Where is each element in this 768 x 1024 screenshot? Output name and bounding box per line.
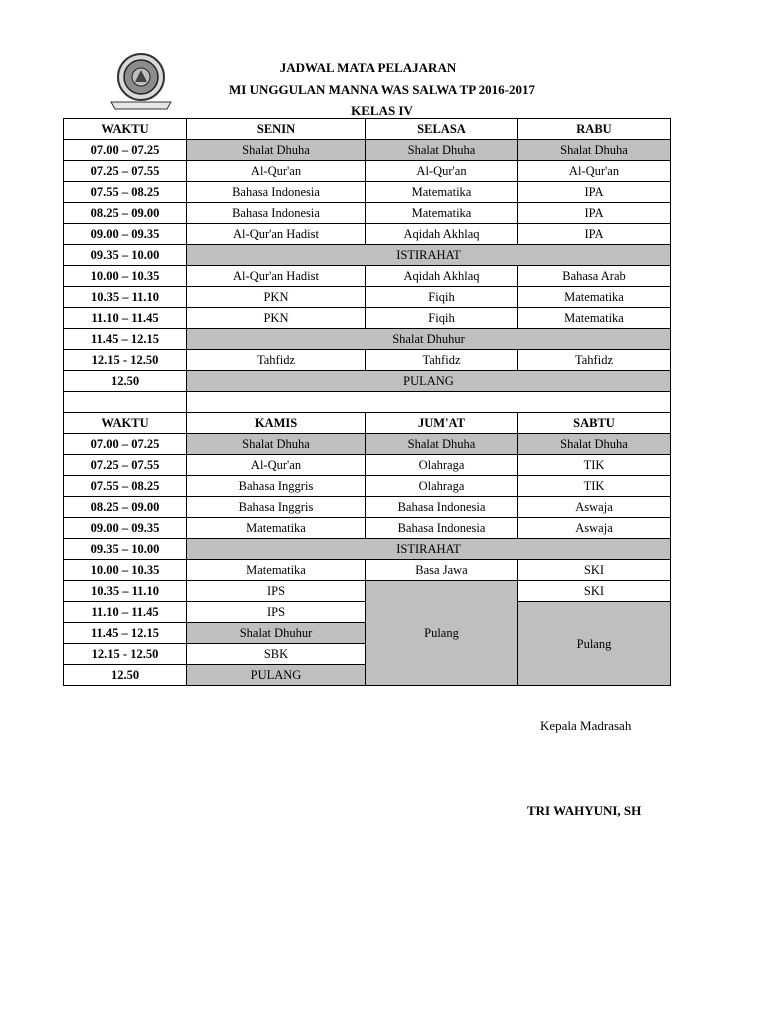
schedule-cell: PKN xyxy=(187,308,366,329)
header-sabtu: SABTU xyxy=(518,413,671,434)
header-selasa: SELASA xyxy=(366,119,518,140)
table-row xyxy=(64,308,671,329)
schedule-cell: Matematika xyxy=(187,560,366,581)
table-row xyxy=(64,350,671,371)
schedule-cell: SKI xyxy=(518,581,671,602)
schedule-cell: Fiqih xyxy=(366,287,518,308)
schedule-cell: Tahfidz xyxy=(518,350,671,371)
schedule-cell: Tahfidz xyxy=(366,350,518,371)
time-cell: 07.55 – 08.25 xyxy=(64,182,187,203)
time-cell: 11.10 – 11.45 xyxy=(64,602,187,623)
schedule-cell: Al-Qur'an Hadist xyxy=(187,266,366,287)
schedule-cell: Bahasa Indonesia xyxy=(366,518,518,539)
schedule-cell: Shalat Dhuha xyxy=(187,434,366,455)
break-cell: ISTIRAHAT xyxy=(187,245,671,266)
school-name-title: MI UNGGULAN MANNA WAS SALWA TP 2016-2017 xyxy=(228,82,536,97)
table-row xyxy=(64,182,671,203)
spacer-row xyxy=(64,392,671,413)
table-row xyxy=(64,161,671,182)
signature-role: Kepala Madrasah xyxy=(540,718,632,733)
schedule-cell: Matematika xyxy=(366,203,518,224)
schedule-cell: Shalat Dhuha xyxy=(518,434,671,455)
schedule-cell: PKN xyxy=(187,287,366,308)
schedule-cell: Shalat Dhuha xyxy=(366,434,518,455)
table-row xyxy=(64,518,671,539)
time-cell: 07.25 – 07.55 xyxy=(64,455,187,476)
table-header-row xyxy=(64,413,671,434)
schedule-cell: IPS xyxy=(187,581,366,602)
schedule-cell: TIK xyxy=(518,455,671,476)
time-cell: 08.25 – 09.00 xyxy=(64,203,187,224)
time-cell: 12.15 - 12.50 xyxy=(64,644,187,665)
table-row xyxy=(64,371,671,392)
time-cell: 12.50 xyxy=(64,371,187,392)
time-cell: 09.35 – 10.00 xyxy=(64,539,187,560)
schedule-cell: Aqidah Akhlaq xyxy=(366,224,518,245)
time-cell: 09.00 – 09.35 xyxy=(64,518,187,539)
schedule-cell: Olahraga xyxy=(366,455,518,476)
header-rabu: RABU xyxy=(518,119,671,140)
signature-name: TRI WAHYUNI, SH xyxy=(527,803,642,818)
table-row xyxy=(64,329,671,350)
schedule-cell: Bahasa Inggris xyxy=(187,497,366,518)
table-row xyxy=(64,287,671,308)
prayer-cell: Shalat Dhuhur xyxy=(187,329,671,350)
table-row xyxy=(64,434,671,455)
time-cell: 07.25 – 07.55 xyxy=(64,161,187,182)
break-cell: ISTIRAHAT xyxy=(187,539,671,560)
schedule-cell: Tahfidz xyxy=(187,350,366,371)
header-waktu: WAKTU xyxy=(64,413,187,434)
time-cell: 12.50 xyxy=(64,665,187,686)
schedule-cell: Basa Jawa xyxy=(366,560,518,581)
table-row xyxy=(64,539,671,560)
table-row xyxy=(64,476,671,497)
friday-dismissal-cell: Pulang xyxy=(366,581,518,686)
schedule-cell: IPA xyxy=(518,224,671,245)
table-row xyxy=(64,455,671,476)
table-row xyxy=(64,497,671,518)
header-senin: SENIN xyxy=(187,119,366,140)
schedule-cell: Matematika xyxy=(366,182,518,203)
schedule-cell: Shalat Dhuha xyxy=(518,140,671,161)
schedule-cell: TIK xyxy=(518,476,671,497)
schedule-cell: Al-Qur'an xyxy=(518,161,671,182)
time-cell: 11.45 – 12.15 xyxy=(64,329,187,350)
table-row xyxy=(64,140,671,161)
schedule-cell: Al-Qur'an xyxy=(366,161,518,182)
empty-cell xyxy=(187,392,671,413)
table-row xyxy=(64,245,671,266)
schedule-cell: Fiqih xyxy=(366,308,518,329)
schedule-cell: Olahraga xyxy=(366,476,518,497)
header-waktu: WAKTU xyxy=(64,119,187,140)
time-cell: 12.15 - 12.50 xyxy=(64,350,187,371)
class-title: KELAS IV xyxy=(351,103,413,118)
time-cell: 09.00 – 09.35 xyxy=(64,224,187,245)
time-cell: 10.00 – 10.35 xyxy=(64,266,187,287)
time-cell: 11.10 – 11.45 xyxy=(64,308,187,329)
schedule-cell: Bahasa Indonesia xyxy=(187,182,366,203)
dismissal-cell: PULANG xyxy=(187,371,671,392)
schedule-title: JADWAL MATA PELAJARAN xyxy=(279,60,457,75)
schedule-cell: Bahasa Inggris xyxy=(187,476,366,497)
time-cell: 11.45 – 12.15 xyxy=(64,623,187,644)
time-cell: 07.00 – 07.25 xyxy=(64,140,187,161)
schedule-cell: IPS xyxy=(187,602,366,623)
time-cell: 10.00 – 10.35 xyxy=(64,560,187,581)
header-kamis: KAMIS xyxy=(187,413,366,434)
table-row xyxy=(64,224,671,245)
table-row xyxy=(64,581,671,602)
schedule-table xyxy=(63,118,671,686)
schedule-cell: Al-Qur'an Hadist xyxy=(187,224,366,245)
time-cell: 10.35 – 11.10 xyxy=(64,581,187,602)
schedule-cell: Matematika xyxy=(518,287,671,308)
time-cell: 08.25 – 09.00 xyxy=(64,497,187,518)
schedule-cell: SBK xyxy=(187,644,366,665)
schedule-cell: IPA xyxy=(518,182,671,203)
prayer-cell: Shalat Dhuhur xyxy=(187,623,366,644)
schedule-cell: Aswaja xyxy=(518,518,671,539)
schedule-cell: Bahasa Indonesia xyxy=(366,497,518,518)
header-jumat: JUM'AT xyxy=(366,413,518,434)
time-cell: 10.35 – 11.10 xyxy=(64,287,187,308)
schedule-cell: IPA xyxy=(518,203,671,224)
schedule-cell: Shalat Dhuha xyxy=(187,140,366,161)
time-cell: 07.00 – 07.25 xyxy=(64,434,187,455)
schedule-cell: Aswaja xyxy=(518,497,671,518)
saturday-dismissal-cell: Pulang xyxy=(518,602,671,686)
empty-cell xyxy=(64,392,187,413)
schedule-cell: SKI xyxy=(518,560,671,581)
table-header-row xyxy=(64,119,671,140)
schedule-cell: Bahasa Arab xyxy=(518,266,671,287)
dismissal-cell: PULANG xyxy=(187,665,366,686)
schedule-cell: Al-Qur'an xyxy=(187,161,366,182)
table-row xyxy=(64,203,671,224)
table-row xyxy=(64,266,671,287)
schedule-cell: Bahasa Indonesia xyxy=(187,203,366,224)
schedule-cell: Matematika xyxy=(518,308,671,329)
schedule-cell: Al-Qur'an xyxy=(187,455,366,476)
time-cell: 09.35 – 10.00 xyxy=(64,245,187,266)
table-row xyxy=(64,560,671,581)
schedule-cell: Shalat Dhuha xyxy=(366,140,518,161)
schedule-cell: Matematika xyxy=(187,518,366,539)
time-cell: 07.55 – 08.25 xyxy=(64,476,187,497)
schedule-cell: Aqidah Akhlaq xyxy=(366,266,518,287)
